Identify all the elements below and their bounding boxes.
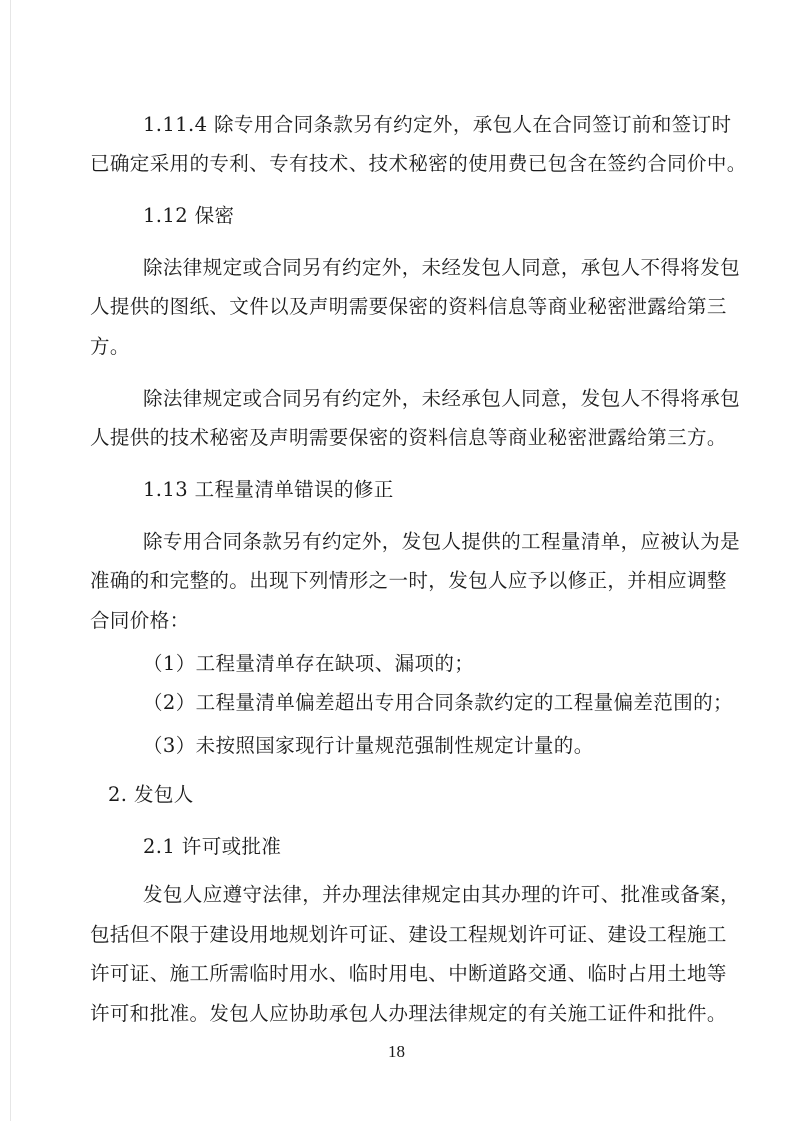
heading-1-13: 1.13 工程量清单错误的修正	[143, 478, 394, 501]
page-number: 18	[388, 1042, 405, 1061]
para-2-1-line-1: 发包人应遵守法律，并办理法律规定由其办理的许可、批准或备案，	[143, 883, 741, 906]
para-1-12-b-line-1: 除法律规定或合同另有约定外，未经承包人同意，发包人不得将承包	[143, 387, 741, 410]
para-1-12-a-line-2: 人提供的图纸、文件以及声明需要保密的资料信息等商业秘密泄露给第三	[90, 295, 727, 318]
list-item-2: （2）工程量清单偏差超出专用合同条款约定的工程量偏差范围的；	[143, 691, 733, 714]
para-2-1-line-3: 许可证、施工所需临时用水、临时用电、中断道路交通、临时占用土地等	[90, 962, 727, 985]
para-1-12-a-line-1: 除法律规定或合同另有约定外，未经发包人同意，承包人不得将发包	[143, 256, 741, 279]
clause-1-11-4-line-2: 已确定采用的专利、专有技术、技术秘密的使用费已包含在签约合同价中。	[90, 152, 747, 175]
para-1-13-line-2: 准确的和完整的。出现下列情形之一时，发包人应予以修正，并相应调整	[90, 569, 727, 592]
heading-1-12: 1.12 保密	[143, 204, 235, 227]
para-1-13-line-3: 合同价格：	[90, 609, 190, 632]
list-item-3: （3）未按照国家现行计量规范强制性规定计量的。	[143, 734, 594, 757]
para-1-12-b-line-2: 人提供的技术秘密及声明需要保密的资料信息等商业秘密泄露给第三方。	[90, 426, 727, 449]
heading-2-1: 2.1 许可或批准	[143, 835, 282, 858]
list-item-1: （1）工程量清单存在缺项、漏项的；	[143, 652, 475, 675]
para-1-13-line-1: 除专用合同条款另有约定外，发包人提供的工程量清单，应被认为是	[143, 530, 741, 553]
heading-2: 2. 发包人	[108, 783, 194, 806]
page-edge	[10, 0, 11, 1121]
para-2-1-line-4: 许可和批准。发包人应协助承包人办理法律规定的有关施工证件和批件。	[90, 1002, 727, 1025]
clause-1-11-4-line-1: 1.11.4 除专用合同条款另有约定外，承包人在合同签订前和签订时	[143, 113, 732, 136]
para-1-12-a-line-3: 方。	[90, 335, 130, 358]
para-2-1-line-2: 包括但不限于建设用地规划许可证、建设工程规划许可证、建设工程施工	[90, 923, 727, 946]
